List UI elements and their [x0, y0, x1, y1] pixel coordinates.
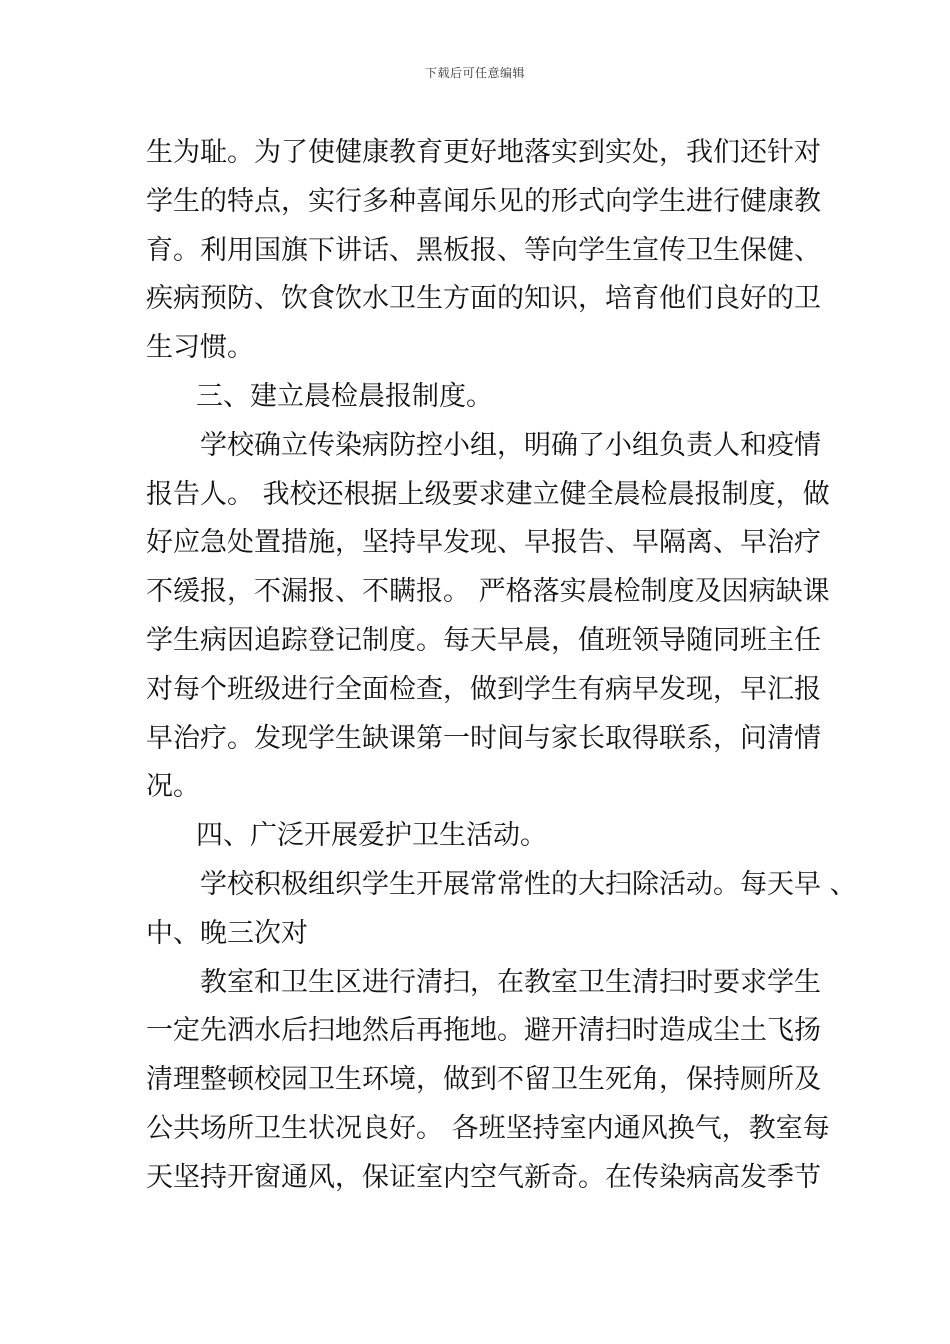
document-body [146, 129, 857, 1203]
paragraph-line: 学校确立传染病防控小组，明确了小组负责人和疫情 [200, 429, 821, 461]
paragraph-line: 公共场所卫生状况良好。 各班坚持室内通风换气，教室每 [146, 1112, 830, 1144]
paragraph-line: 不缓报，不漏报、不瞒报。 严格落实晨检制度及因病缺课 [146, 576, 830, 608]
section-heading: 三、建立晨检晨报制度。 [196, 380, 493, 412]
paragraph-line: 好应急处置措施，坚持早发现、早报告、早隔离、早治疗 [146, 527, 821, 559]
paragraph-line: 教室和卫生区进行清扫，在教室卫生清扫时要求学生 [200, 966, 821, 998]
paragraph-line: 天坚持开窗通风，保证室内空气新奇。在传染病高发季节 [146, 1161, 821, 1193]
paragraph-line: 一定先洒水后扫地然后再拖地。避开清扫时造成尘土飞扬 [146, 1015, 821, 1047]
page-header-note: 下载后可任意编辑 [424, 66, 525, 80]
paragraph-line: 生习惯。 [146, 332, 254, 364]
paragraph-line: 育。利用国旗下讲话、黑板报、等向学生宣传卫生保健、 [146, 234, 821, 266]
paragraph-line: 学生的特点，实行多种喜闻乐见的形式向学生进行健康教 [146, 185, 821, 217]
paragraph-line: 疾病预防、饮食饮水卫生方面的知识，培育他们良好的卫 [146, 283, 821, 315]
paragraph-line: 学校积极组织学生开展常常性的大扫除活动。每天早 、 [200, 868, 857, 900]
paragraph-line: 清理整顿校园卫生环境，做到不留卫生死角，保持厕所及 [146, 1064, 821, 1096]
paragraph-line: 生为耻。为了使健康教育更好地落实到实处，我们还针对 [146, 137, 821, 168]
paragraph-line: 中、晚三次对 [146, 917, 308, 949]
paragraph-line: 报告人。 我校还根据上级要求建立健全晨检晨报制度，做 [146, 478, 830, 510]
paragraph-line: 对每个班级进行全面检查，做到学生有病早发现，早汇报 [146, 673, 821, 705]
section-heading: 四、广泛开展爱护卫生活动。 [196, 820, 547, 852]
paragraph-line: 学生病因追踪登记制度。每天早晨，值班领导随同班主任 [146, 624, 821, 656]
paragraph-line: 早治疗。发现学生缺课第一时间与家长取得联系，问清情 [146, 722, 821, 754]
paragraph-line: 况。 [146, 771, 200, 803]
